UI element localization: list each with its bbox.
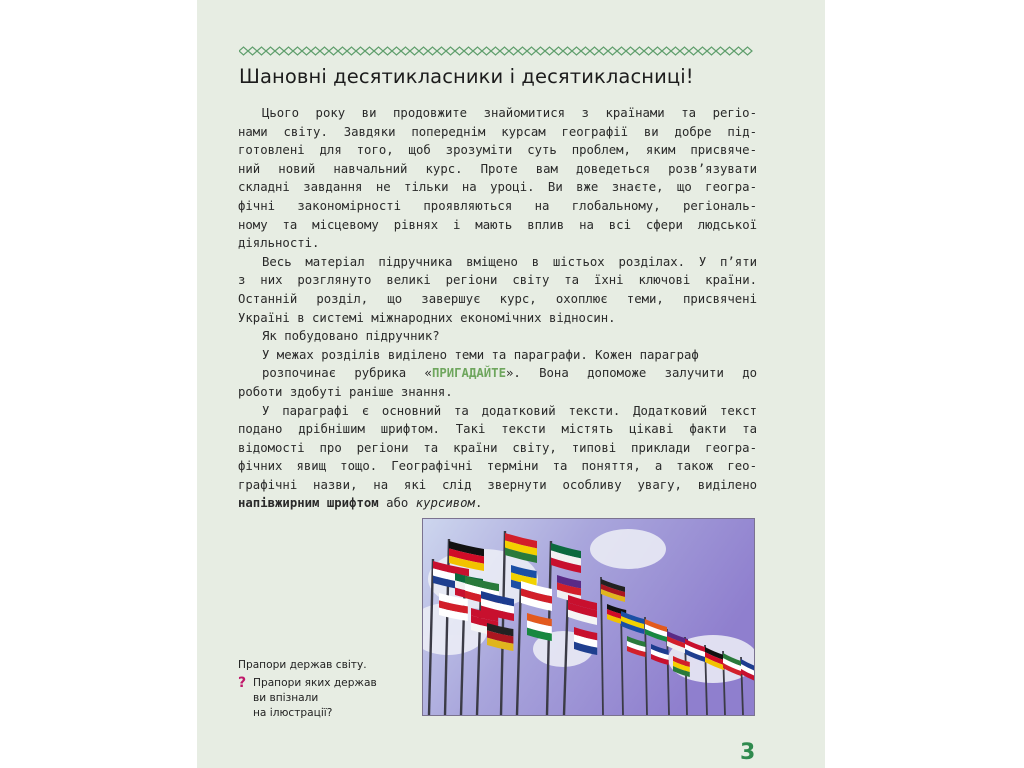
question-mark-icon: ? xyxy=(238,675,247,691)
paragraph-5-line-2: роботи здобуті раніше знання. xyxy=(238,384,453,399)
paragraph-4 xyxy=(238,346,757,365)
paragraph-1-line-6: фічні закономірності проявляються на глобальному, регіональ- xyxy=(238,198,757,213)
page-title: Шановні десятикласники і десятикласниці! xyxy=(239,65,694,88)
paragraph-5 xyxy=(238,364,757,401)
paragraph-1 xyxy=(238,104,757,253)
paragraph-6 xyxy=(238,402,757,514)
caption-title: Прапори держав світу. xyxy=(238,659,367,671)
paragraph-5-line-1: розпочинає рубрика «ПРИГАДАЙТЕ». Вона допоможе залучити до xyxy=(262,366,757,381)
paragraph-6-line-4: фічних явищ тощо. Географічні терміни та поняття, а також гео- xyxy=(238,459,757,474)
paragraph-6-line-3: відомості про регіони та країни світу, типові приклади геогра- xyxy=(238,440,757,455)
textbook-page xyxy=(197,0,825,768)
page-number: 3 xyxy=(740,740,756,765)
paragraph-1-line-1: Цього року ви продовжите знайомитися з країнами та регіо- xyxy=(262,106,757,120)
photo-caption xyxy=(238,658,418,721)
intro-text xyxy=(238,104,757,513)
paragraph-1-line-2: нами світу. Завдяки попереднім курсам географії ви добре під- xyxy=(238,124,757,139)
paragraph-6-line-1: У параграфі є основний та додатковий тексти. Додатковий текст xyxy=(262,403,757,418)
question-text: Прапори яких держав ви впізнали на ілюстрації? xyxy=(253,677,377,719)
paragraph-2-line-3: Останній розділ, що завершує курс, охоплює теми, присвячені xyxy=(238,291,757,306)
italic-font-example: курсивом xyxy=(415,496,475,511)
paragraph-6-line-5: графічні назви, на які слід звернути особливу увагу, виділено xyxy=(238,477,757,492)
paragraph-2-line-4: Україні в системі міжнародних економічних відносин. xyxy=(238,310,616,325)
flags-photo-illustration xyxy=(423,519,754,715)
paragraph-2-line-1: Весь матеріал підручника вміщено в шістьох розділах. У п’яти xyxy=(262,254,757,269)
paragraph-3-line-1: Як побудовано підручник? xyxy=(262,329,440,344)
bold-font-example: напівжирним шрифтом xyxy=(238,496,379,511)
paragraph-1-line-8: діяльності. xyxy=(238,236,320,251)
paragraph-2 xyxy=(238,253,757,327)
paragraph-1-line-3: готовлені для того, щоб зрозуміти суть проблем, яким присвяче- xyxy=(238,143,757,158)
paragraph-3 xyxy=(238,327,757,346)
flags-photo xyxy=(422,518,755,716)
paragraph-6-line-2: подано дрібнішим шрифтом. Такі тексти містять цікаві факти та xyxy=(238,422,757,437)
paragraph-2-line-2: з них розглянуто великі регіони світу та їхні ключові країни. xyxy=(238,273,757,288)
paragraph-1-line-7: ному та місцевому рівнях і мають вплив на всі сфери людської xyxy=(238,217,757,232)
paragraph-1-line-5: складні завдання не тільки на уроці. Ви вже знаєте, що геогра- xyxy=(238,180,757,195)
decorative-border-ornament xyxy=(239,43,757,59)
rubric-remember: ПРИГАДАЙТЕ xyxy=(431,366,506,381)
question-block xyxy=(238,676,418,721)
paragraph-4-line-1: У межах розділів виділено теми та параграфи. Кожен параграф xyxy=(262,347,699,362)
paragraph-1-line-4: ний новий навчальний курс. Проте вам доведеться розв’язувати xyxy=(238,161,757,176)
paragraph-6-line-6: напівжирним шрифтом або курсивом. xyxy=(238,496,483,511)
